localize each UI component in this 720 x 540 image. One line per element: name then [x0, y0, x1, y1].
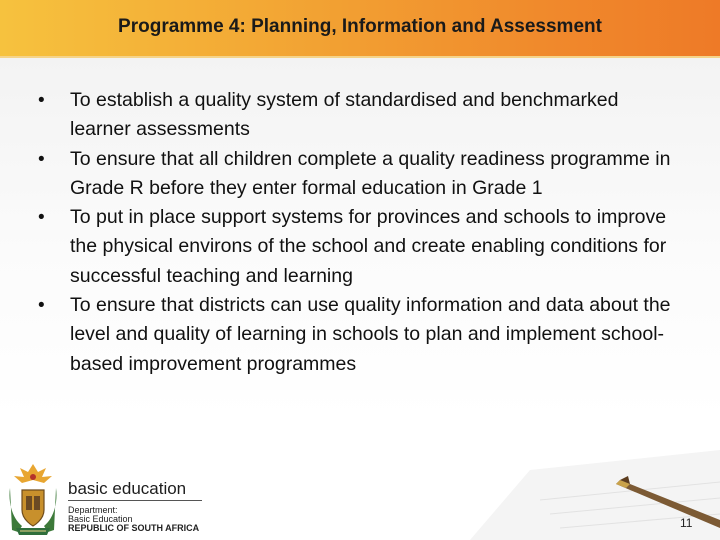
country-name: REPUBLIC OF SOUTH AFRICA	[68, 523, 200, 533]
slide-title: Programme 4: Planning, Information and Assessment	[118, 16, 602, 37]
bullet-item: • To establish a quality system of standardised and benchmarked learner assessments	[34, 86, 674, 145]
coat-of-arms-icon	[2, 458, 64, 540]
department-name: Basic Education	[68, 514, 133, 524]
bullet-item: • To ensure that districts can use quality information and data about the level and quality of learning in schools to plan and implement school-based improvement programmes	[34, 291, 674, 379]
department-logo	[0, 458, 240, 540]
bullet-list	[34, 86, 674, 379]
brand-divider	[68, 500, 202, 501]
brand-name: basic education	[68, 479, 187, 498]
bullet-item: • To put in place support systems for provinces and schools to improve the physical environs of the school and create enabling conditions for successful teaching and learning	[34, 203, 674, 291]
department-label: Department:	[68, 505, 118, 515]
title-bar	[0, 0, 720, 58]
slide-number: 11	[680, 516, 693, 530]
bullet-item: • To ensure that all children complete a quality readiness programme in Grade R before they enter formal education in Grade 1	[34, 145, 674, 204]
